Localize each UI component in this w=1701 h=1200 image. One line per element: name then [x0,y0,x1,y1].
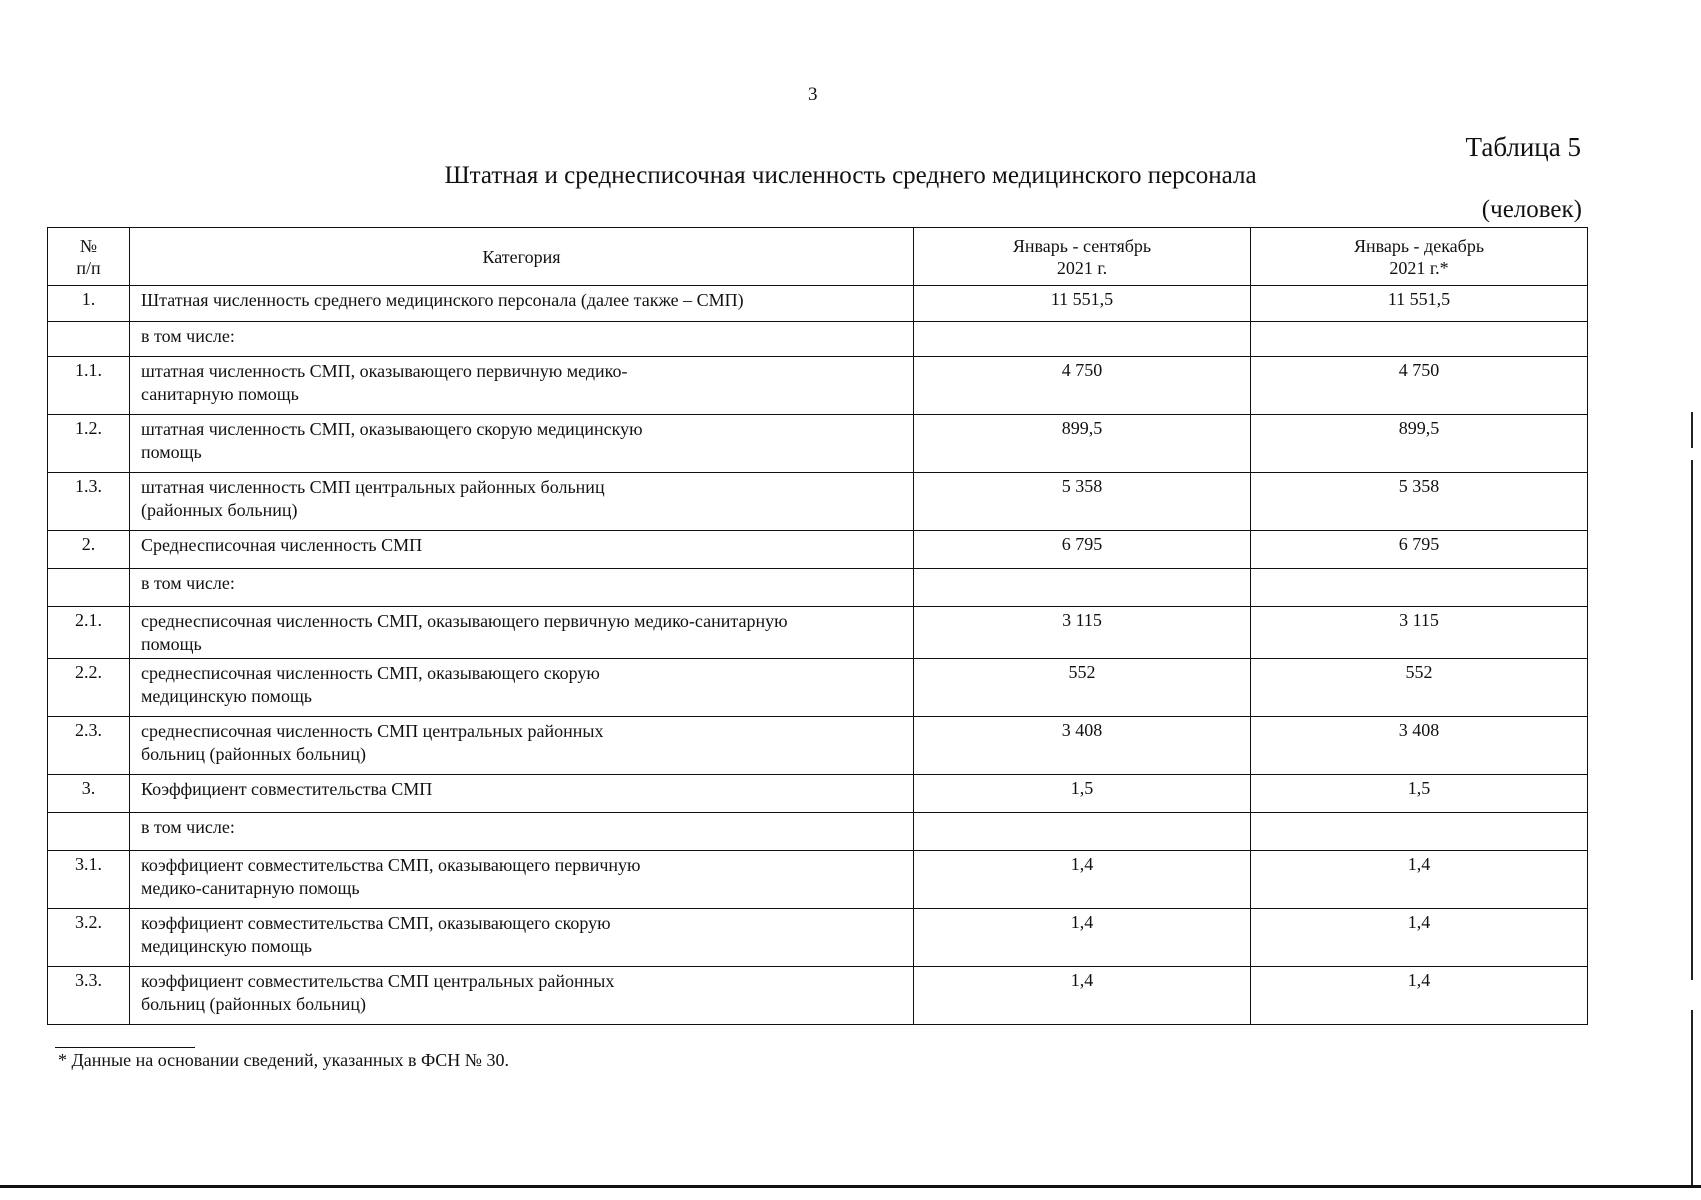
footnote: * Данные на основании сведений, указанных в ФСН № 30. [58,1050,509,1070]
row-category: коэффициент совместительства СМП центральных районных больниц (районных больниц) [130,967,914,1025]
row-value-jan-sep: 899,5 [914,415,1251,473]
row-number: 2.1. [48,607,130,659]
row-value-jan-dec: 6 795 [1251,531,1588,569]
row-number: 3.2. [48,909,130,967]
row-category: коэффициент совместительства СМП, оказывающего скорую медицинскую помощь [130,909,914,967]
row-category: в том числе: [130,322,914,357]
scan-edge-mark [1691,412,1693,448]
table-header-row [48,228,1588,286]
row-value-jan-sep: 552 [914,659,1251,717]
row-value-jan-sep [914,569,1251,607]
document-title: Штатная и среднесписочная численность среднего медицинского персонала [444,162,1257,189]
row-value-jan-sep: 3 408 [914,717,1251,775]
row-value-jan-dec: 11 551,5 [1251,286,1588,322]
row-value-jan-dec: 4 750 [1251,357,1588,415]
row-value-jan-sep: 3 115 [914,607,1251,659]
table-row [48,813,1588,851]
row-number: 1.2. [48,415,130,473]
row-value-jan-sep: 1,4 [914,909,1251,967]
row-number [48,813,130,851]
row-number: 3. [48,775,130,813]
row-value-jan-dec [1251,569,1588,607]
table-row [48,909,1588,967]
scan-edge-mark [1691,1010,1693,1185]
row-value-jan-dec: 3 408 [1251,717,1588,775]
row-value-jan-dec: 3 115 [1251,607,1588,659]
row-category: среднесписочная численность СМП, оказывающего скорую медицинскую помощь [130,659,914,717]
table-body [48,286,1588,1025]
table-label: Таблица 5 [1465,132,1581,162]
table-row [48,851,1588,909]
row-number: 3.3. [48,967,130,1025]
row-number: 3.1. [48,851,130,909]
row-number [48,322,130,357]
page-number: 3 [808,84,818,105]
table-row [48,717,1588,775]
row-number [48,569,130,607]
row-value-jan-sep: 6 795 [914,531,1251,569]
row-value-jan-dec: 1,4 [1251,909,1588,967]
row-category: Коэффициент совместительства СМП [130,775,914,813]
bottom-rule [0,1185,1701,1188]
row-category: в том числе: [130,813,914,851]
staff-table [47,227,1588,1025]
row-number: 1. [48,286,130,322]
scan-edge-mark [1691,460,1693,980]
row-category: среднесписочная численность СМП, оказывающего первичную медико-санитарную помощь [130,607,914,659]
row-value-jan-sep: 1,4 [914,967,1251,1025]
row-value-jan-dec [1251,322,1588,357]
row-value-jan-sep: 5 358 [914,473,1251,531]
row-value-jan-sep [914,813,1251,851]
row-value-jan-dec: 1,4 [1251,851,1588,909]
footnote-divider [55,1047,195,1048]
row-value-jan-sep: 4 750 [914,357,1251,415]
table-row [48,357,1588,415]
row-value-jan-dec: 5 358 [1251,473,1588,531]
row-value-jan-dec: 1,5 [1251,775,1588,813]
row-value-jan-dec: 899,5 [1251,415,1588,473]
row-value-jan-dec [1251,813,1588,851]
table-row [48,967,1588,1025]
row-category: коэффициент совместительства СМП, оказывающего первичную медико-санитарную помощь [130,851,914,909]
unit-label: (человек) [1481,196,1582,223]
table-row [48,569,1588,607]
row-value-jan-dec: 1,4 [1251,967,1588,1025]
row-category: в том числе: [130,569,914,607]
row-number: 1.1. [48,357,130,415]
row-number: 2.3. [48,717,130,775]
row-category: штатная численность СМП, оказывающего скорую медицинскую помощь [130,415,914,473]
row-value-jan-sep: 1,4 [914,851,1251,909]
header-num: № п/п [48,228,130,286]
table-row [48,415,1588,473]
row-category: Среднесписочная численность СМП [130,531,914,569]
row-category: Штатная численность среднего медицинского персонала (далее также – СМП) [130,286,914,322]
row-category: штатная численность СМП, оказывающего первичную медико- санитарную помощь [130,357,914,415]
table-row [48,775,1588,813]
row-value-jan-dec: 552 [1251,659,1588,717]
table-row [48,659,1588,717]
row-value-jan-sep: 1,5 [914,775,1251,813]
row-number: 1.3. [48,473,130,531]
row-number: 2.2. [48,659,130,717]
table-row [48,286,1588,322]
row-value-jan-sep [914,322,1251,357]
table-row [48,473,1588,531]
header-period-2: Январь - декабрь 2021 г.* [1251,228,1588,286]
row-value-jan-sep: 11 551,5 [914,286,1251,322]
row-number: 2. [48,531,130,569]
table-row [48,607,1588,659]
table-row [48,531,1588,569]
row-category: штатная численность СМП центральных районных больниц (районных больниц) [130,473,914,531]
header-period-1: Январь - сентябрь 2021 г. [914,228,1251,286]
row-category: среднесписочная численность СМП центральных районных больниц (районных больниц) [130,717,914,775]
table-row [48,322,1588,357]
header-category: Категория [130,228,914,286]
